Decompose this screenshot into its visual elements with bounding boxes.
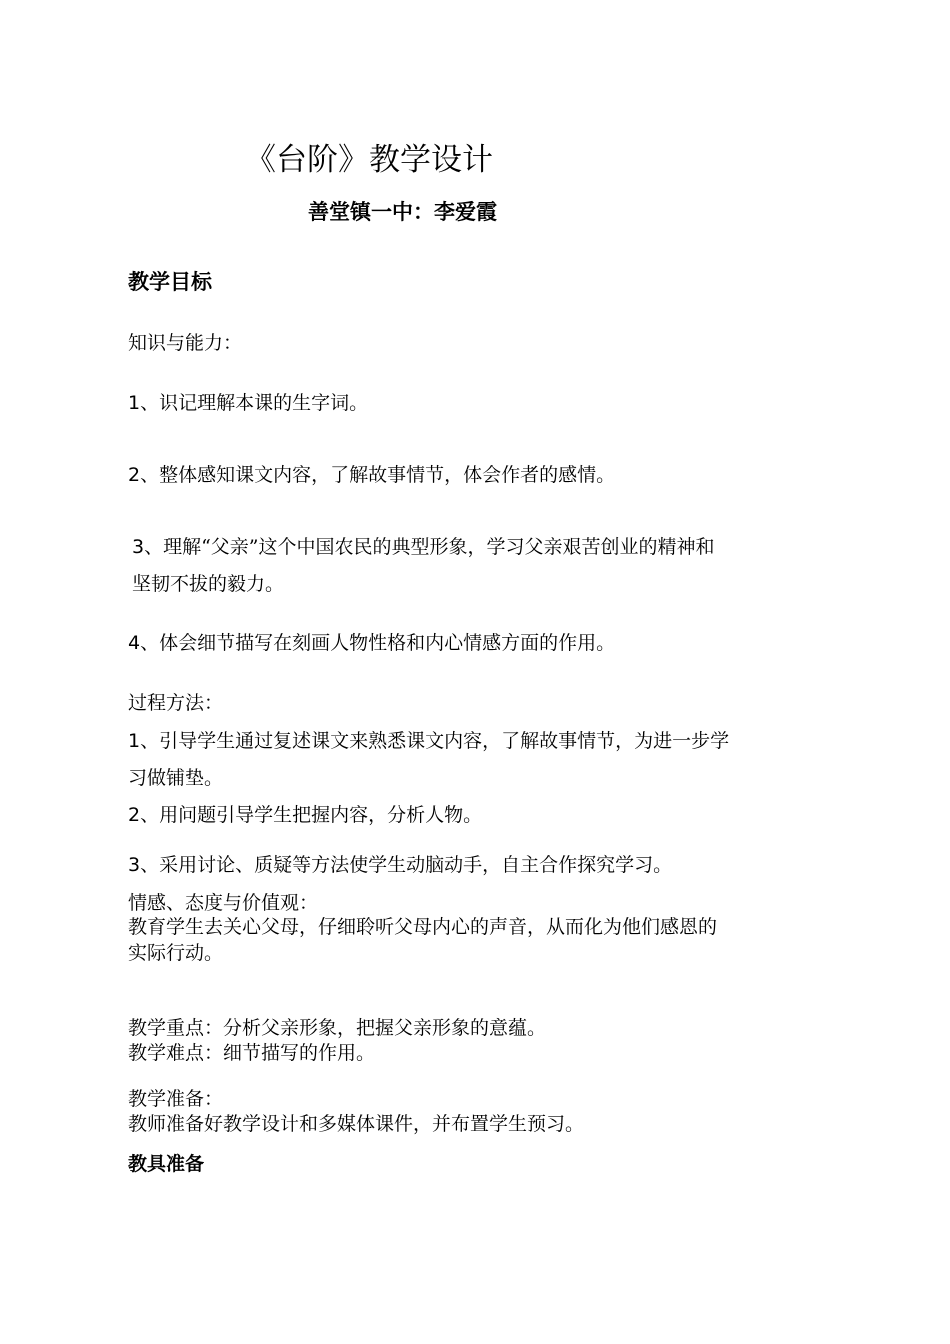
- teaching-tools-label: 教具准备: [128, 1153, 205, 1175]
- knowledge-item-2: [128, 464, 615, 486]
- process-item-3: [128, 854, 672, 876]
- knowledge-item-3-continued: [132, 573, 284, 595]
- document-title: 《台阶》教学设计: [245, 142, 493, 178]
- item-number: 2: [128, 804, 141, 826]
- item-number: 3: [128, 854, 141, 876]
- process-method-label: 过程方法：: [128, 692, 224, 714]
- item-text: 习做铺垫。: [128, 767, 224, 789]
- teaching-preparation-text: 教师准备好教学设计和多媒体课件，并布置学生预习。: [128, 1113, 585, 1135]
- process-item-1-continued: [128, 767, 223, 789]
- knowledge-item-4: [128, 632, 615, 654]
- emotion-text-line-2: 实际行动。: [128, 942, 224, 964]
- process-item-1: [128, 730, 729, 752]
- section-heading-objectives: 教学目标: [128, 270, 212, 294]
- knowledge-ability-label: 知识与能力：: [128, 332, 243, 354]
- item-number: 3: [132, 536, 145, 558]
- item-text: 、用问题引导学生把握内容，分析人物。: [140, 804, 483, 826]
- item-number: 1: [128, 392, 141, 414]
- emotion-attitude-label: 情感、态度与价值观：: [128, 892, 319, 914]
- emotion-text-line-1: 教育学生去关心父母，仔细聆听父母内心的声音，从而化为他们感恩的: [128, 916, 718, 938]
- teaching-preparation-label: 教学准备：: [128, 1088, 224, 1110]
- item-number: 2: [128, 464, 141, 486]
- knowledge-item-3: [132, 536, 715, 558]
- knowledge-item-1: [128, 392, 368, 414]
- item-text: 、识记理解本课的生字词。: [140, 392, 369, 414]
- item-text: 、体会细节描写在刻画人物性格和内心情感方面的作用。: [140, 632, 616, 654]
- author-line: 善堂镇一中：李爱霞: [308, 200, 497, 224]
- teaching-key-point: 教学重点：分析父亲形象，把握父亲形象的意蕴。: [128, 1017, 547, 1039]
- teaching-difficult-point: 教学难点：细节描写的作用。: [128, 1042, 376, 1064]
- process-item-2: [128, 804, 482, 826]
- item-text: 、理解“父亲”这个中国农民的典型形象，学习父亲艰苦创业的精神和: [144, 536, 715, 558]
- item-text: 坚韧不拔的毅力。: [132, 573, 285, 595]
- item-text: 、引导学生通过复述课文来熟悉课文内容，了解故事情节，为进一步学: [140, 730, 730, 752]
- item-text: 、采用讨论、质疑等方法使学生动脑动手，自主合作探究学习。: [140, 854, 673, 876]
- item-text: 、整体感知课文内容，了解故事情节，体会作者的感情。: [140, 464, 616, 486]
- item-number: 1: [128, 730, 141, 752]
- item-number: 4: [128, 632, 141, 654]
